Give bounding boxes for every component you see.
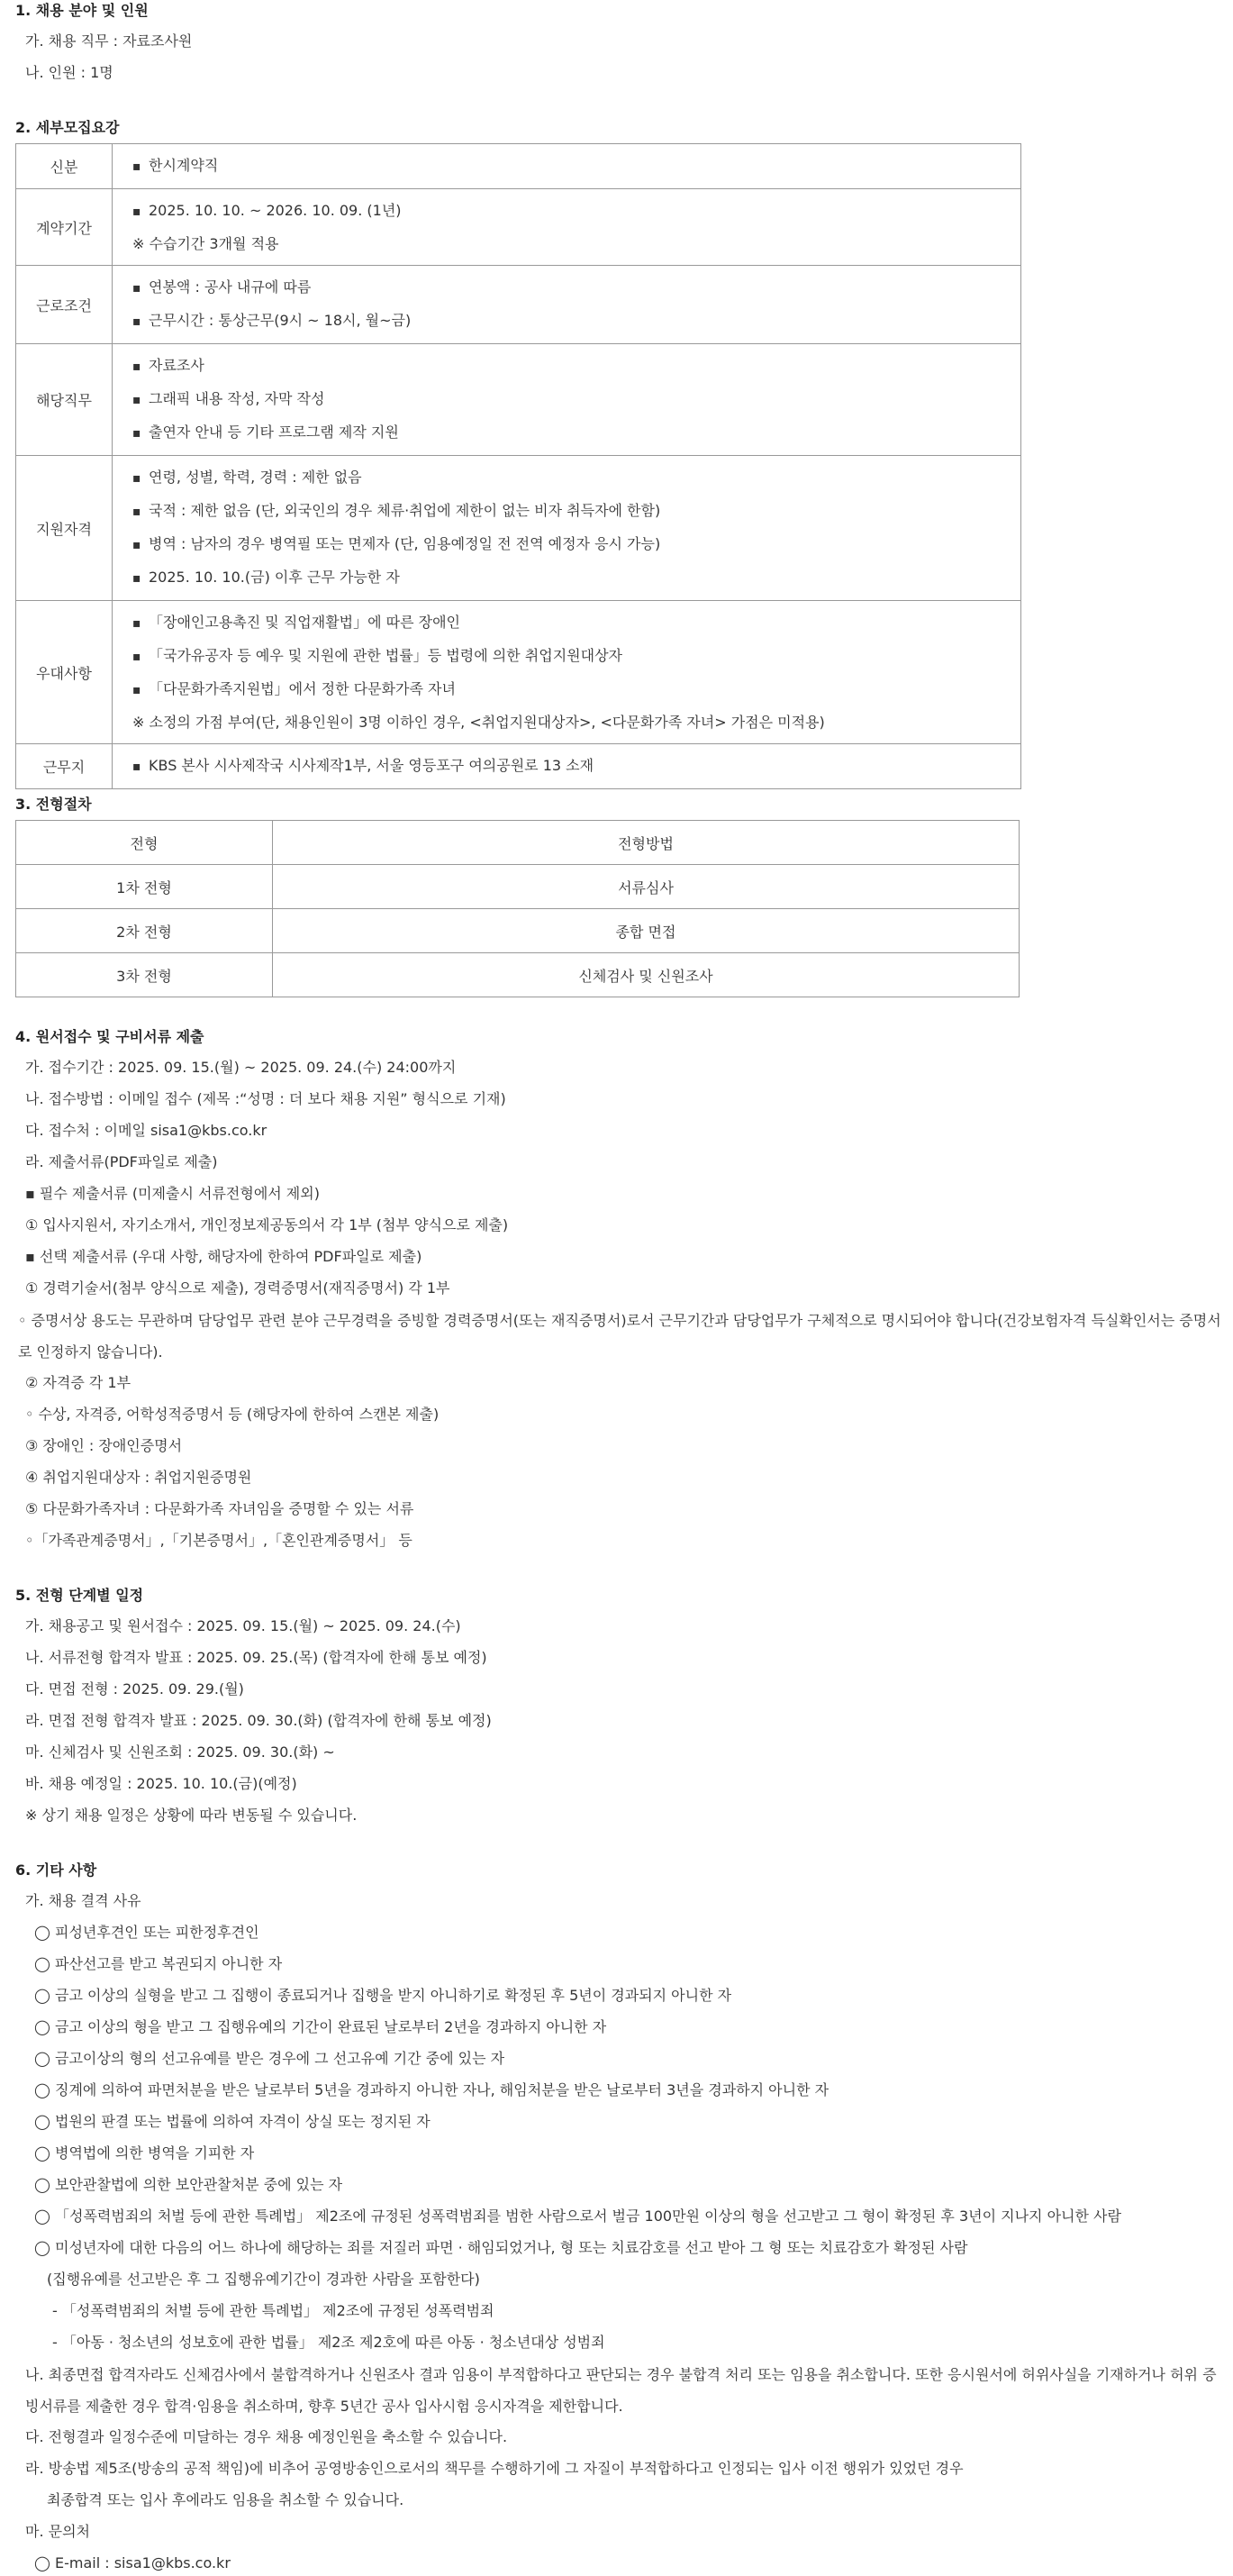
item-text: 2025. 10. 10. ~ 2026. 10. 09. (1년) [149,202,402,219]
sec6-ra-1: 라. 방송법 제5조(방송의 공적 책임)에 비추어 공영방송인으로서의 책무를 수행하기에 그 자질이 부적합하다고 인정되는 입사 이전 행위가 있었던 경우 [25,2460,964,2477]
header-stage: 전형 [16,821,273,865]
disqualification-item: ◯ 보안관찰법에 의한 보안관찰처분 중에 있는 자 [34,2176,343,2193]
row-content [113,266,1021,344]
sec4-required-item-1: ① 입사지원서, 자기소개서, 개인정보제공동의서 각 1부 (첨부 양식으로 제출) [25,1216,509,1233]
table-row [16,456,1021,601]
section-6-title: 6. 기타 사항 [15,1861,97,1879]
section-2-title: 2. 세부모집요강 [15,119,120,136]
method-cell: 서류심사 [273,865,1020,909]
item-text: 자료조사 [149,357,204,374]
sec5-line: 가. 채용공고 및 원서접수 : 2025. 09. 15.(월) ~ 2025. 09. 24.(수) [25,1617,461,1634]
table-row [16,953,1020,997]
sec4-documents: 라. 제출서류(PDF파일로 제출) [25,1153,218,1170]
row-label: 지원자격 [16,456,113,601]
item-text: KBS 본사 시사제작국 시사제작1부, 서울 영등포구 여의공원로 13 소재 [149,757,594,774]
bullet-item [132,495,1020,528]
item-text: 「장애인고용촉진 및 직업재활법」에 따른 장애인 [149,614,461,631]
bullet-item [132,528,1020,561]
sec4-optional-docs: ▪ 선택 제출서류 (우대 사항, 해당자에 한하여 PDF파일로 제출) [25,1248,422,1265]
row-label: 우대사항 [16,601,113,744]
item-text: 출연자 안내 등 기타 프로그램 제작 지원 [149,423,399,441]
sec5-line: 라. 면접 전형 합격자 발표 : 2025. 09. 30.(화) (합격자에 한해 통보 예정) [25,1712,492,1729]
sec5-line: 마. 신체검사 및 신원조회 : 2025. 09. 30.(화) ~ [25,1743,335,1761]
disqualification-item: ◯ 금고 이상의 실형을 받고 그 집행이 종료되거나 집행을 받지 아니하기로 확정된 후 5년이 경과되지 아니한 자 [34,1987,732,2004]
bullet-item [132,195,1020,228]
disqualification-item: ◯ 병역법에 의한 병역을 기피한 자 [34,2144,255,2162]
sec6-ga: 가. 채용 결격 사유 [25,1892,141,1909]
disqualification-item: ◯ 피성년후견인 또는 피한정후견인 [34,1924,259,1941]
sec4-method: 나. 접수방법 : 이메일 접수 (제목 :“성명 : 더 보다 채용 지원” 형식으로 기재) [25,1090,506,1107]
sec6-na: 나. 최종면접 합격자라도 신체검사에서 불합격하거나 신원조사 결과 임용이 부적합하다고 판단되는 경우 불합격 처리 또는 임용을 취소합니다. 또한 응시원서에 허위사실을 기재하거나 허위 증빙서류를 제출한 경우 합격·임용을 취소하며, 향후 5년간 공사 입사시험 응시자격을 제한합니다. [25,2366,1217,2415]
row-label: 근무지 [16,744,113,789]
sec1-line-1: 가. 채용 직무 : 자료조사원 [25,32,193,50]
sec4-optional-item-3: ③ 장애인 : 장애인증명서 [25,1437,183,1454]
sec4-required-docs: ▪ 필수 제출서류 (미제출시 서류전형에서 제외) [25,1185,320,1202]
item-text: 국적 : 제한 없음 (단, 외국인의 경우 체류·취업에 제한이 없는 비자 취득자에 한함) [149,502,661,519]
disqualification-sub-2: - 「아동 · 청소년의 성보호에 관한 법률」 제2조 제2호에 따른 아동 · 청소년대상 성범죄 [52,2334,605,2351]
row-label: 해당직무 [16,344,113,456]
sec1-line-2: 나. 인원 : 1명 [25,64,113,81]
table-row [16,266,1021,344]
bullet-item [132,606,1020,640]
sec5-line: 나. 서류전형 합격자 발표 : 2025. 09. 25.(목) (합격자에 한해 통보 예정) [25,1649,487,1666]
table-row [16,189,1021,266]
item-text: ※ 소정의 가점 부여(단, 채용인원이 3명 이하인 경우, <취업지원대상자>, <다문화가족 자녀> 가점은 미적용) [132,714,825,731]
bullet-item [132,640,1020,673]
section-3-title: 3. 전형절차 [15,796,92,813]
item-text: 연령, 성별, 학력, 경력 : 제한 없음 [149,469,362,486]
row-label: 계약기간 [16,189,113,266]
sec4-optional-item-1: ① 경력기술서(첨부 양식으로 제출), 경력증명서(재직증명서) 각 1부 [25,1279,450,1297]
method-cell: 종합 면접 [273,909,1020,953]
item-text: 병역 : 남자의 경우 병역필 또는 면제자 (단, 임용예정일 전 전역 예정자 응시 가능) [149,535,661,552]
disqualification-sub-1: - 「성폭력범죄의 처벌 등에 관한 특례법」 제2조에 규정된 성폭력범죄 [52,2302,494,2319]
item-text: 「국가유공자 등 예우 및 지원에 관한 법률」등 법령에 의한 취업지원대상자 [149,647,622,664]
row-content [113,456,1021,601]
bullet-item [132,383,1020,416]
disqualification-item: ◯ 징계에 의하여 파면처분을 받은 날로부터 5년을 경과하지 아니한 자나, 해임처분을 받은 날로부터 3년을 경과하지 아니한 자 [34,2081,830,2098]
table-row [16,144,1021,189]
table-row [16,744,1021,789]
item-text: ※ 수습기간 3개월 적용 [132,235,279,252]
bullet-item [132,750,1020,783]
sec4-optional-note-5: ◦「가족관계증명서」,「기본증명서」,「혼인관계증명서」 등 [25,1532,413,1549]
header-method: 전형방법 [273,821,1020,865]
table-row [16,865,1020,909]
stage-cell: 2차 전형 [16,909,273,953]
row-content [113,144,1021,189]
disqualification-paren: (집행유예를 선고받은 후 그 집행유예기간이 경과한 사람을 포함한다) [47,2271,480,2288]
disqualification-item: ◯ 파산선고를 받고 복권되지 아니한 자 [34,1955,283,1972]
row-label: 신분 [16,144,113,189]
sec5-line: 다. 면접 전형 : 2025. 09. 29.(월) [25,1680,244,1698]
section-4-title: 4. 원서접수 및 구비서류 제출 [15,1028,204,1045]
bullet-item [132,150,1020,183]
item-text: 근무시간 : 통상근무(9시 ~ 18시, 월~금) [149,312,412,329]
row-content [113,344,1021,456]
bullet-item [132,350,1020,383]
item-text: 「다문화가족지원법」에서 정한 다문화가족 자녀 [149,680,456,697]
row-content [113,189,1021,266]
note-item [132,706,1020,738]
disqualification-item: ◯ 금고 이상의 형을 받고 그 집행유예의 기간이 완료된 날로부터 2년을 경과하지 아니한 자 [34,2018,607,2035]
item-text: 2025. 10. 10.(금) 이후 근무 가능한 자 [149,569,400,586]
row-content [113,601,1021,744]
row-label: 근로조건 [16,266,113,344]
disqualification-item: ◯ 「성폭력범죄의 처벌 등에 관한 특례법」 제2조에 규정된 성폭력범죄를 범한 사람으로서 벌금 100만원 이상의 형을 선고받고 그 형이 확정된 후 3년이 지나지 아니한 사람 [34,2207,1121,2225]
bullet-item [132,416,1020,450]
sec5-note: ※ 상기 채용 일정은 상황에 따라 변동될 수 있습니다. [25,1807,358,1824]
sec4-optional-note-2: ◦ 수상, 자격증, 어학성적증명서 등 (해당자에 한하여 스캔본 제출) [25,1406,440,1423]
bullet-item [132,561,1020,595]
item-text: 연봉액 : 공사 내규에 따름 [149,278,312,296]
disqualification-item: ◯ 법원의 판결 또는 법률에 의하여 자격이 상실 또는 정지된 자 [34,2113,431,2130]
sec5-line: 바. 채용 예정일 : 2025. 10. 10.(금)(예정) [25,1775,297,1792]
bullet-item [132,271,1020,305]
contact-email[interactable]: ◯ E-mail : sisa1@kbs.co.kr [34,2554,231,2571]
sec6-da: 다. 전형결과 일정수준에 미달하는 경우 채용 예정인원을 축소할 수 있습니다. [25,2428,508,2445]
sec4-optional-item-2: ② 자격증 각 1부 [25,1374,131,1391]
item-text: 한시계약직 [149,157,219,174]
method-cell: 신체검사 및 신원조사 [273,953,1020,997]
table-header-row [16,821,1020,865]
table-row [16,601,1021,744]
disqualification-item: ◯ 금고이상의 형의 선고유예를 받은 경우에 그 선고유예 기간 중에 있는 자 [34,2050,505,2067]
sec4-contact: 다. 접수처 : 이메일 sisa1@kbs.co.kr [25,1122,267,1139]
selection-process-table [15,820,1020,997]
sec6-ra-2: 최종합격 또는 입사 후에라도 임용을 취소할 수 있습니다. [47,2491,404,2508]
requirements-table [15,143,1021,789]
sec4-optional-item-4: ④ 취업지원대상자 : 취업지원증명원 [25,1469,252,1486]
table-row [16,909,1020,953]
section-5-title: 5. 전형 단계별 일정 [15,1587,144,1604]
stage-cell: 3차 전형 [16,953,273,997]
item-text: 그래픽 내용 작성, 자막 작성 [149,390,325,407]
section-1-title: 1. 채용 분야 및 인원 [15,2,149,19]
note-item [132,228,1020,259]
sec4-optional-note-1: ◦ 증명서상 용도는 무관하며 담당업무 관련 분야 근무경력을 증빙할 경력증명서(또는 재직증명서)로서 근무기간과 담당업무가 구체적으로 명시되어야 합니다(건강보험자격 득실확인서는 증명서로 인정하지 않습니다). [18,1312,1221,1361]
sec4-optional-item-5: ⑤ 다문화가족자녀 : 다문화가족 자녀임을 증명할 수 있는 서류 [25,1500,414,1517]
row-content [113,744,1021,789]
sec6-ma: 마. 문의처 [25,2523,90,2540]
bullet-item [132,673,1020,706]
disqualification-item: ◯ 미성년자에 대한 다음의 어느 하나에 해당하는 죄를 저질러 파면 · 해임되었거나, 형 또는 치료감호를 선고 받아 그 형 또는 치료감호가 확정된 사람 [34,2239,968,2256]
bullet-item [132,461,1020,495]
sec4-period: 가. 접수기간 : 2025. 09. 15.(월) ~ 2025. 09. 24.(수) 24:00까지 [25,1059,457,1076]
bullet-item [132,305,1020,338]
table-row [16,344,1021,456]
stage-cell: 1차 전형 [16,865,273,909]
